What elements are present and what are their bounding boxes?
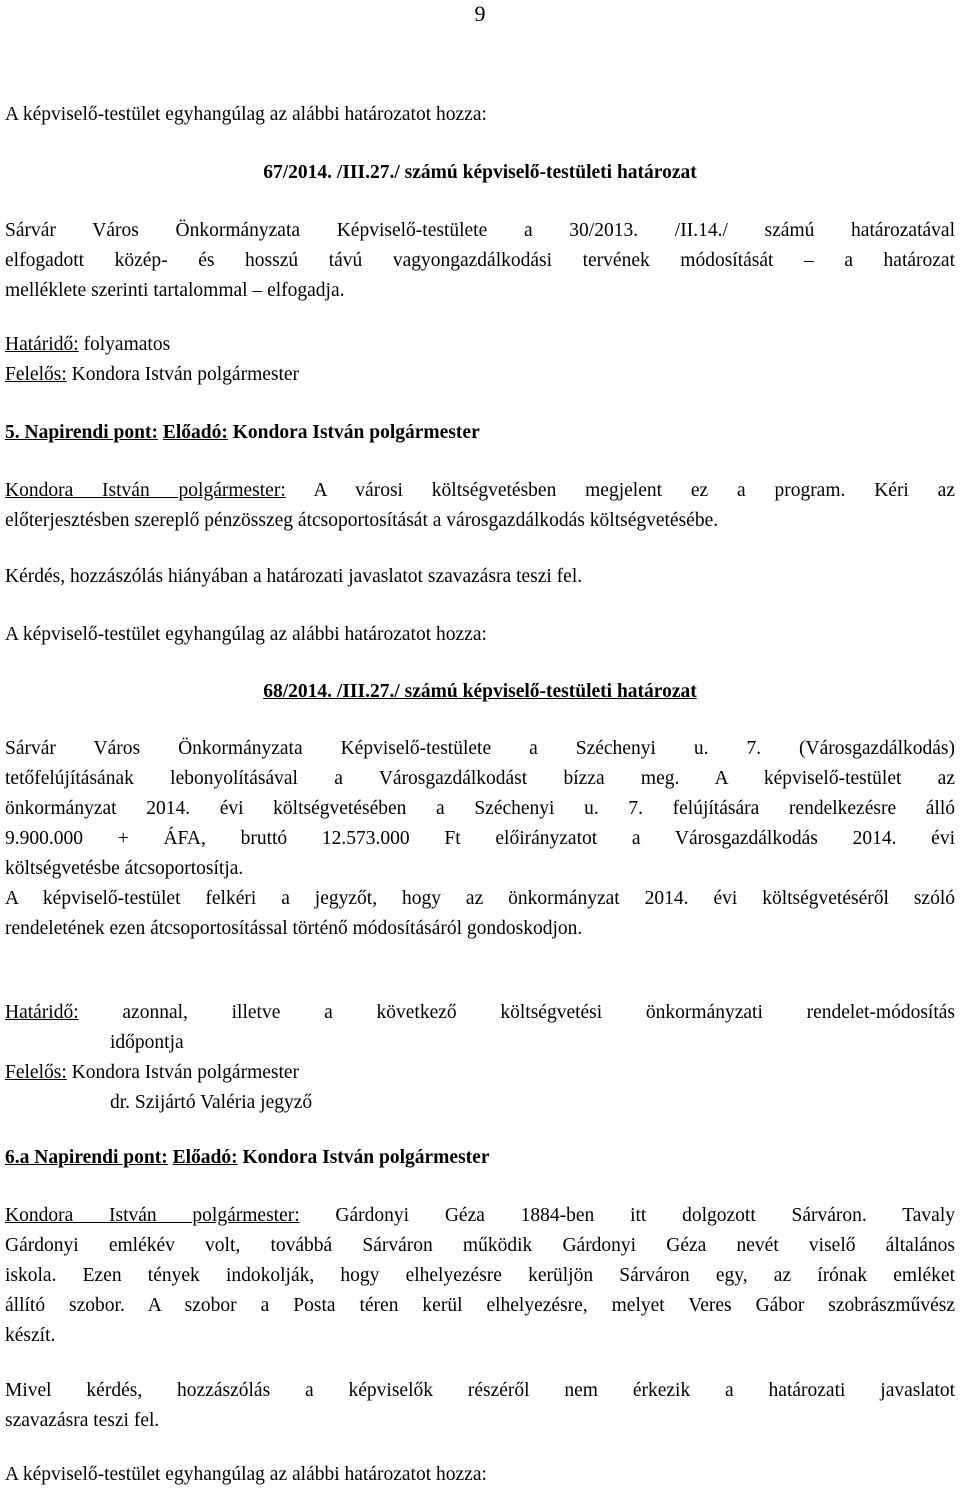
deadline-label: Határidő:	[5, 334, 79, 355]
question-statement-line: Mivel kérdés, hozzászólás a képviselők részéről nem érkezik a határozati javaslatot	[5, 1380, 955, 1401]
deadline-value: azonnal, illetve a következő költségvetési önkormányzati rendelet-módosítás	[78, 1002, 955, 1023]
responsible-value: Kondora István polgármester	[66, 364, 300, 385]
resolution-67-text-line: elfogadott közép- és hosszú távú vagyongazdálkodási tervének módosítását – a határozat	[5, 250, 955, 271]
speech-text: Gárdonyi Géza 1884-ben itt dolgozott Sárváron. Tavaly	[299, 1205, 955, 1226]
agenda-item-number: 5. Napirendi pont:	[5, 422, 158, 443]
speaker-name: Kondora István polgármester:	[5, 480, 286, 501]
question-statement: Kérdés, hozzászólás hiányában a határozati javaslatot szavazásra teszi fel.	[5, 566, 583, 587]
agenda-item-5-text-line	[5, 476, 955, 506]
presenter-label: Előadó:	[162, 422, 228, 443]
decision-intro: A képviselő-testület egyhangúlag az alábbi határozatot hozza:	[5, 624, 487, 645]
agenda-item-number: 6.a Napirendi pont:	[5, 1147, 168, 1168]
resolution-68-title: 68/2014. /III.27./ számú képviselő-testületi határozat	[263, 681, 697, 702]
speaker-name: Kondora István polgármester:	[5, 1205, 300, 1226]
resolution-68-text-line: önkormányzat 2014. évi költségvetésében a Széchenyi u. 7. felújítására rendelkezésre álló	[5, 798, 955, 819]
deadline-value: folyamatos	[78, 334, 171, 355]
decision-intro: A képviselő-testület egyhangúlag az alábbi határozatot hozza:	[5, 1464, 487, 1485]
agenda-item-5-heading	[5, 418, 480, 448]
page-number: 9	[474, 1, 486, 26]
deadline-1	[5, 330, 170, 360]
resolution-68-text-line: A képviselő-testület felkéri a jegyzőt, hogy az önkormányzat 2014. évi költségvetéséről szóló	[5, 888, 955, 909]
agenda-item-6a-text-line: készít.	[5, 1325, 56, 1346]
resolution-68-text-line: költségvetésbe átcsoportosítja.	[5, 858, 244, 879]
agenda-item-6a-text-line: iskola. Ezen tények indokolják, hogy elhelyezésre kerüljön Sárváron egy, az írónak emléket	[5, 1265, 955, 1286]
presenter-label: Előadó:	[172, 1147, 238, 1168]
responsible-label: Felelős:	[5, 364, 67, 385]
agenda-item-5-text-line: előterjesztésben szereplő pénzösszeg átcsoportosítását a városgazdálkodás költségvetésébe.	[5, 510, 719, 531]
speech-text: A városi költségvetésben megjelent ez a program. Kéri az	[285, 480, 955, 501]
deadline-label: Határidő:	[5, 1002, 79, 1023]
resolution-67-text-line: melléklete szerinti tartalommal – elfogadja.	[5, 280, 345, 301]
responsible-2	[5, 1058, 299, 1088]
resolution-68-text-line: rendeletének ezen átcsoportosítással történő módosításáról gondoskodjon.	[5, 918, 583, 939]
agenda-item-6a-text-line: állító szobor. A szobor a Posta téren kerül elhelyezésre, melyet Veres Gábor szobrászművész	[5, 1295, 955, 1316]
responsible-1	[5, 360, 299, 390]
responsible-value: Kondora István polgármester	[66, 1062, 300, 1083]
agenda-item-6a-text-line	[5, 1201, 955, 1231]
presenter-name: Kondora István polgármester	[237, 1147, 490, 1168]
resolution-68-text-line: 9.900.000 + ÁFA, bruttó 12.573.000 Ft előirányzatot a Városgazdálkodás 2014. évi	[5, 828, 955, 849]
resolution-67-title: 67/2014. /III.27./ számú képviselő-testületi határozat	[263, 162, 697, 183]
deadline-2	[5, 998, 955, 1028]
responsible-value-second: dr. Szijártó Valéria jegyző	[110, 1092, 313, 1113]
agenda-item-6a-heading	[5, 1143, 489, 1173]
resolution-68-text-line: tetőfelújításának lebonyolításával a Városgazdálkodást bízza meg. A képviselő-testület az	[5, 768, 955, 789]
agenda-item-6a-text-line: Gárdonyi emlékév volt, továbbá Sárváron működik Gárdonyi Géza nevét viselő általános	[5, 1235, 955, 1256]
deadline-value-continued: időpontja	[110, 1032, 184, 1053]
responsible-label: Felelős:	[5, 1062, 67, 1083]
decision-intro: A képviselő-testület egyhangúlag az alábbi határozatot hozza:	[5, 104, 487, 125]
resolution-67-text-line: Sárvár Város Önkormányzata Képviselő-testülete a 30/2013. /II.14./ számú határozatával	[5, 220, 955, 241]
resolution-68-text-line: Sárvár Város Önkormányzata Képviselő-testülete a Széchenyi u. 7. (Városgazdálkodás)	[5, 738, 955, 759]
presenter-name: Kondora István polgármester	[227, 422, 480, 443]
question-statement-line: szavazásra teszi fel.	[5, 1410, 160, 1431]
